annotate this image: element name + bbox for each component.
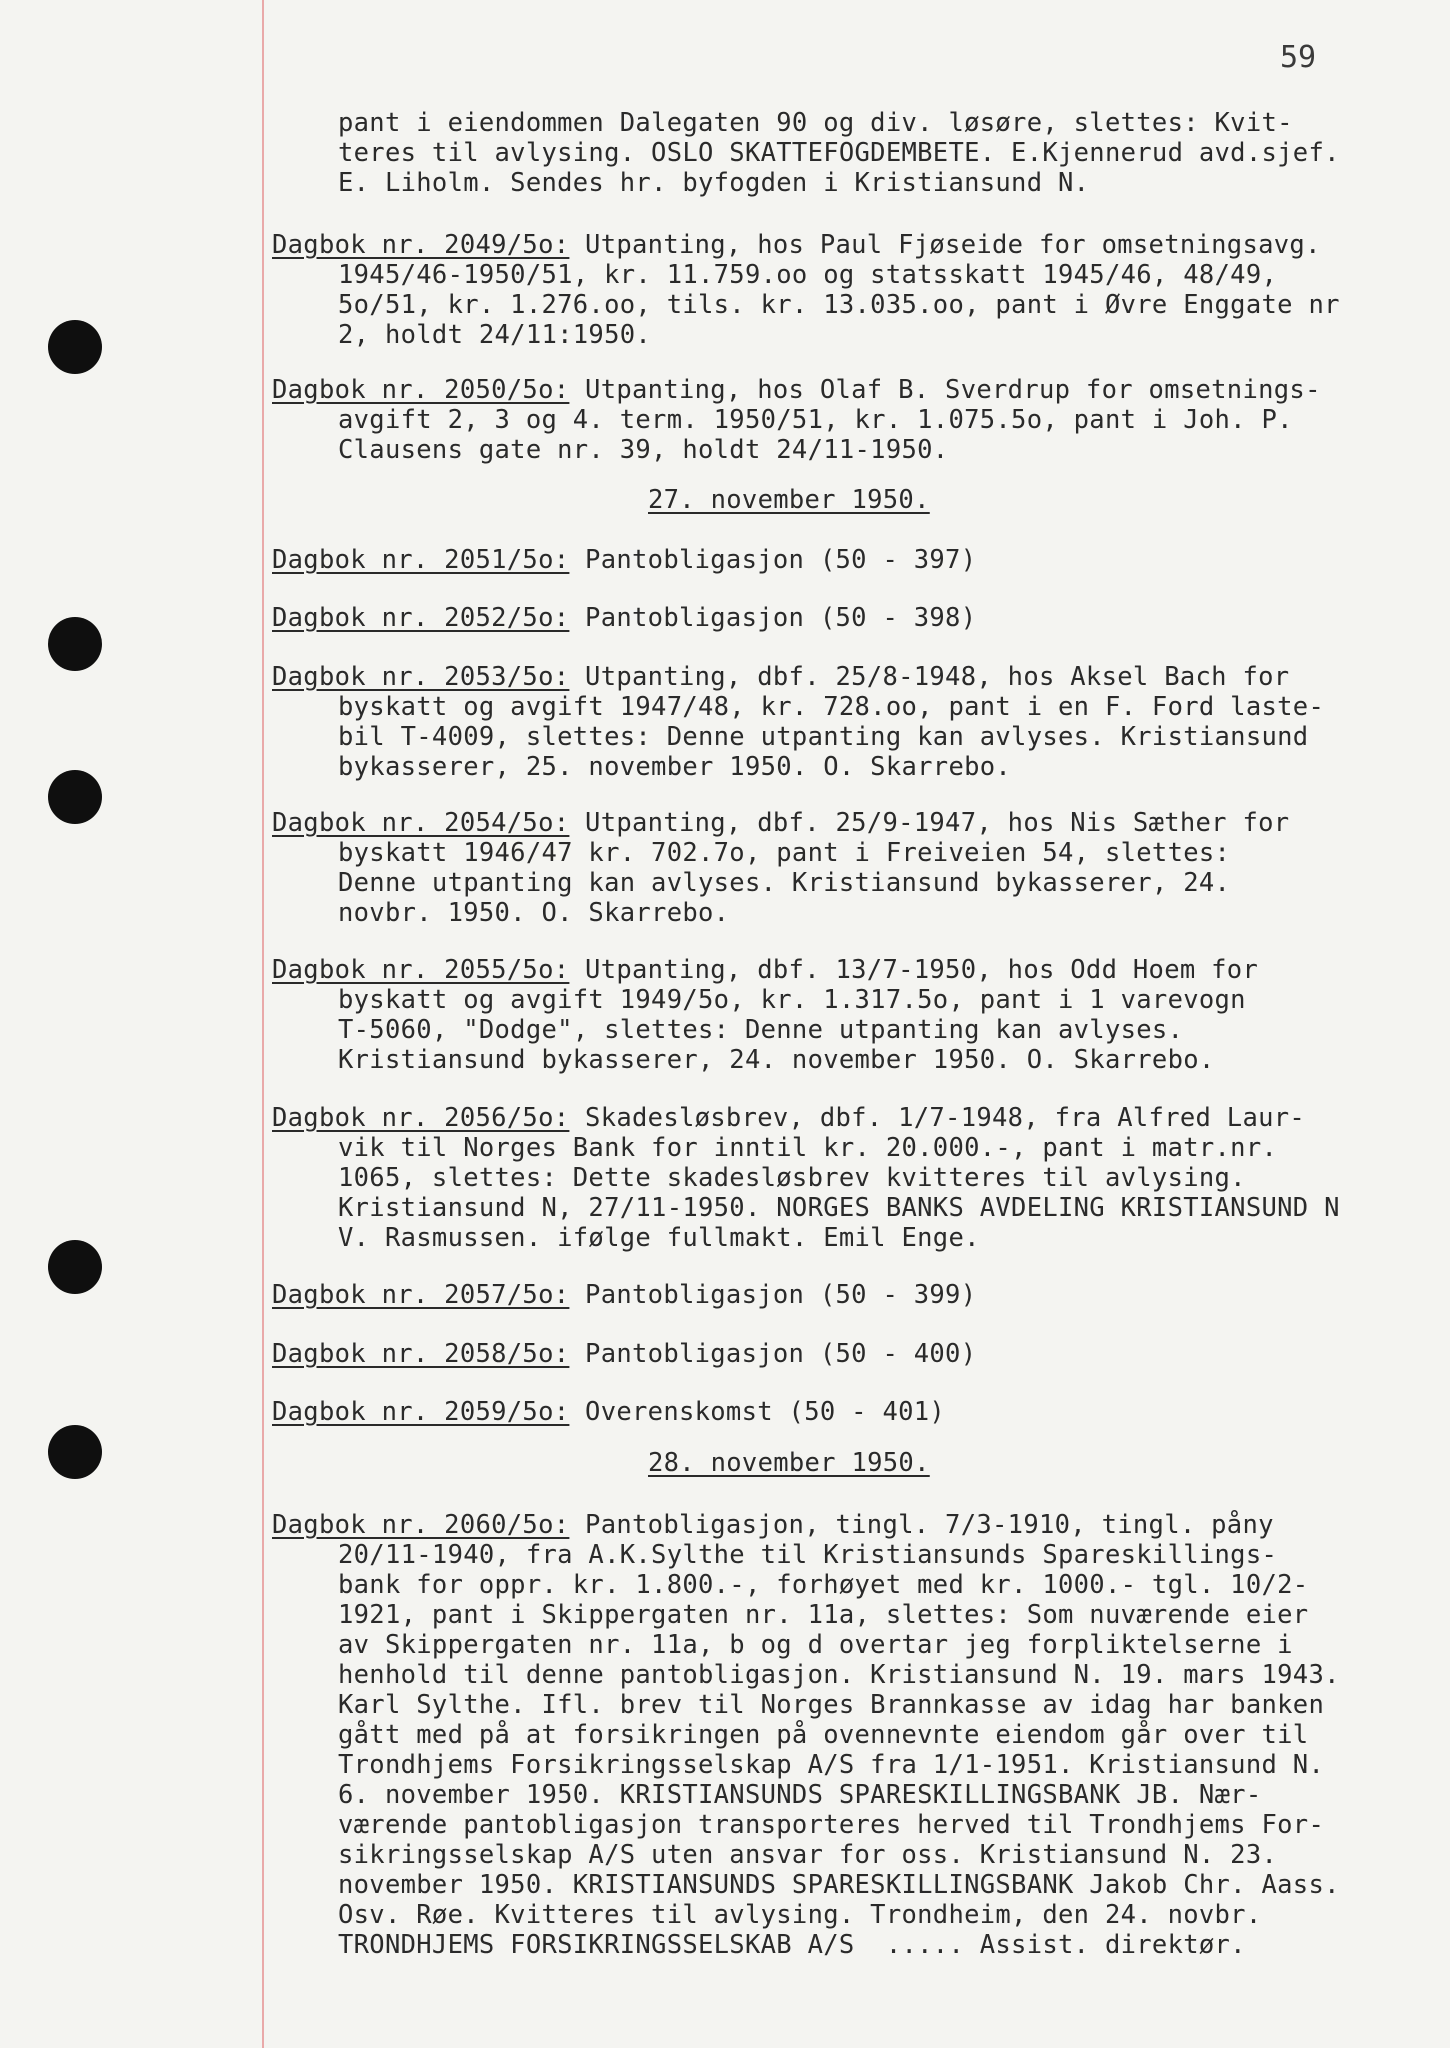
entry-line: Karl Sylthe. Ifl. brev til Norges Brannkasse av idag har banken: [338, 1690, 1325, 1720]
entry-line: byskatt og avgift 1947/48, kr. 728.oo, pant i en F. Ford laste-: [338, 692, 1325, 722]
punch-hole: [48, 1240, 102, 1294]
entry-reference: Dagbok nr. 2053/5o:: [272, 662, 570, 692]
entry-reference: Dagbok nr. 2059/5o:: [272, 1397, 570, 1427]
punch-hole: [48, 617, 102, 671]
entry-text: Pantobligasjon (50 - 400): [569, 1339, 977, 1369]
page-number: 59: [1280, 40, 1317, 75]
entry-line: Osv. Røe. Kvitteres til avlysing. Trondheim, den 24. novbr.: [338, 1900, 1262, 1930]
entry-first-line: [272, 1339, 976, 1369]
entry-line: T-5060, "Dodge", slettes: Denne utpanting kan avlyses.: [338, 1015, 1184, 1045]
entry-reference: Dagbok nr. 2056/5o:: [272, 1103, 570, 1133]
entry-line: Clausens gate nr. 39, holdt 24/11-1950.: [338, 435, 949, 465]
entry-first-line: [272, 808, 1289, 838]
entry-line: avgift 2, 3 og 4. term. 1950/51, kr. 1.075.5o, pant i Joh. P.: [338, 405, 1293, 435]
entry-reference: Dagbok nr. 2058/5o:: [272, 1339, 570, 1369]
entry-line: novbr. 1950. O. Skarrebo.: [338, 898, 730, 928]
punch-hole: [48, 770, 102, 824]
entry-text: Utpanting, hos Olaf B. Sverdrup for omsetnings-: [569, 375, 1321, 405]
entry-text: Skadesløsbrev, dbf. 1/7-1948, fra Alfred Laur-: [569, 1103, 1306, 1133]
margin-rule: [262, 0, 264, 2048]
entry-text: Utpanting, hos Paul Fjøseide for omsetningsavg.: [569, 230, 1321, 260]
entry-text: Pantobligasjon (50 - 397): [569, 545, 977, 575]
entry-line: byskatt 1946/47 kr. 702.7o, pant i Freiveien 54, slettes:: [338, 838, 1231, 868]
entry-line: bil T-4009, slettes: Denne utpanting kan avlyses. Kristiansund: [338, 722, 1309, 752]
punch-hole: [48, 320, 102, 374]
entry-first-line: [272, 955, 1258, 985]
entry-text: Pantobligasjon (50 - 399): [569, 1280, 977, 1310]
entry-first-line: [272, 603, 976, 633]
entry-first-line: [272, 1103, 1305, 1133]
entry-reference: Dagbok nr. 2054/5o:: [272, 808, 570, 838]
entry-line: 2, holdt 24/11:1950.: [338, 320, 652, 350]
entry-first-line: [272, 1280, 976, 1310]
entry-line: 20/11-1940, fra A.K.Sylthe til Kristiansunds Spareskillings-: [338, 1540, 1278, 1570]
entry-line: 1065, slettes: Dette skadesløsbrev kvitteres til avlysing.: [338, 1163, 1246, 1193]
entry-line: værende pantobligasjon transporteres herved til Trondhjems For-: [338, 1810, 1325, 1840]
entry-text: Overenskomst (50 - 401): [569, 1397, 946, 1427]
entry-first-line: [272, 230, 1321, 260]
entry-line: teres til avlysing. OSLO SKATTEFOGDEMBETE. E.Kjennerud avd.sjef.: [338, 138, 1340, 168]
entry-text: Utpanting, dbf. 25/8-1948, hos Aksel Bach for: [569, 662, 1290, 692]
entry-first-line: [272, 545, 976, 575]
entry-reference: Dagbok nr. 2055/5o:: [272, 955, 570, 985]
entry-first-line: [272, 1510, 1274, 1540]
entry-line: 5o/51, kr. 1.276.oo, tils. kr. 13.035.oo, pant i Øvre Enggate nr: [338, 290, 1340, 320]
date-heading: 27. november 1950.: [648, 485, 930, 515]
entry-line: vik til Norges Bank for inntil kr. 20.000.-, pant i matr.nr.: [338, 1133, 1278, 1163]
entry-reference: Dagbok nr. 2051/5o:: [272, 545, 570, 575]
entry-reference: Dagbok nr. 2052/5o:: [272, 603, 570, 633]
entry-line: sikringsselskap A/S uten ansvar for oss. Kristiansund N. 23.: [338, 1840, 1278, 1870]
entry-line: 1945/46-1950/51, kr. 11.759.oo og statsskatt 1945/46, 48/49,: [338, 260, 1278, 290]
entry-line: byskatt og avgift 1949/5o, kr. 1.317.5o, pant i 1 varevogn: [338, 985, 1246, 1015]
entry-line: bykasserer, 25. november 1950. O. Skarrebo.: [338, 752, 1012, 782]
entry-line: Trondhjems Forsikringsselskap A/S fra 1/1-1951. Kristiansund N.: [338, 1750, 1325, 1780]
entry-line: henhold til denne pantobligasjon. Kristiansund N. 19. mars 1943.: [338, 1660, 1340, 1690]
punch-hole: [48, 1425, 102, 1479]
entry-line: gått med på at forsikringen på ovennevnte eiendom går over til: [338, 1720, 1309, 1750]
entry-reference: Dagbok nr. 2057/5o:: [272, 1280, 570, 1310]
entry-reference: Dagbok nr. 2060/5o:: [272, 1510, 570, 1540]
date-heading: 28. november 1950.: [648, 1448, 930, 1478]
entry-line: Kristiansund N, 27/11-1950. NORGES BANKS AVDELING KRISTIANSUND N: [338, 1193, 1340, 1223]
entry-line: Denne utpanting kan avlyses. Kristiansund bykasserer, 24.: [338, 868, 1231, 898]
entry-line: TRONDHJEMS FORSIKRINGSSELSKAB A/S ..... Assist. direktør.: [338, 1930, 1246, 1960]
entry-line: av Skippergaten nr. 11a, b og d overtar jeg forpliktelserne i: [338, 1630, 1293, 1660]
entry-first-line: [272, 375, 1321, 405]
entry-line: E. Liholm. Sendes hr. byfogden i Kristiansund N.: [338, 168, 1090, 198]
entry-line: november 1950. KRISTIANSUNDS SPARESKILLINGSBANK Jakob Chr. Aass.: [338, 1870, 1340, 1900]
entry-first-line: [272, 1397, 945, 1427]
entry-reference: Dagbok nr. 2050/5o:: [272, 375, 570, 405]
entry-line: 6. november 1950. KRISTIANSUNDS SPARESKILLINGSBANK JB. Nær-: [338, 1780, 1262, 1810]
entry-first-line: [272, 662, 1289, 692]
entry-line: 1921, pant i Skippergaten nr. 11a, slettes: Som nuværende eier: [338, 1600, 1309, 1630]
entry-text: Pantobligasjon, tingl. 7/3-1910, tingl. påny: [569, 1510, 1274, 1540]
entry-text: Pantobligasjon (50 - 398): [569, 603, 977, 633]
entry-text: Utpanting, dbf. 13/7-1950, hos Odd Hoem for: [569, 955, 1259, 985]
entry-line: bank for oppr. kr. 1.800.-, forhøyet med kr. 1000.- tgl. 10/2-: [338, 1570, 1309, 1600]
entry-reference: Dagbok nr. 2049/5o:: [272, 230, 570, 260]
entry-line: V. Rasmussen. ifølge fullmakt. Emil Enge.: [338, 1223, 980, 1253]
entry-line: pant i eiendommen Dalegaten 90 og div. løsøre, slettes: Kvit-: [338, 108, 1293, 138]
entry-line: Kristiansund bykasserer, 24. november 1950. O. Skarrebo.: [338, 1045, 1215, 1075]
entry-text: Utpanting, dbf. 25/9-1947, hos Nis Sæther for: [569, 808, 1290, 838]
